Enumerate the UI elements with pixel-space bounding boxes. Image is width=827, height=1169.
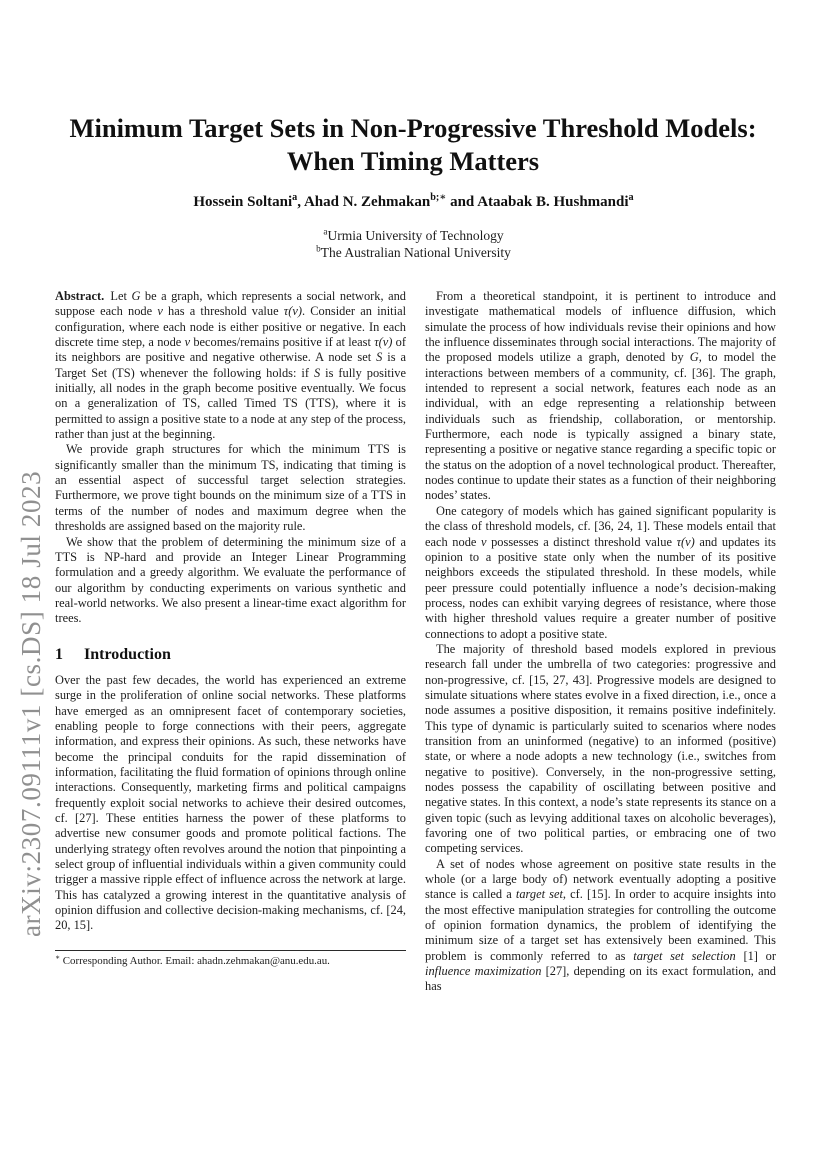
- section-heading-introduction: [55, 647, 406, 662]
- footnote-rule: [55, 950, 406, 951]
- abstract-paragraph-3: We show that the problem of determining the minimum size of a TTS is NP-hard and provide an Integer Linear Programming formulation and a greedy algorithm. We evaluate the performance of our algorithm by conducting experiments on various synthetic and real-world networks. We also present a linear-time exact algorithm for trees.: [55, 534, 406, 626]
- section-title: Introduction: [84, 645, 171, 663]
- arxiv-watermark: arXiv:2307.09111v1 [cs.DS] 18 Jul 2023: [16, 470, 46, 937]
- paper-title: Minimum Target Sets in Non-Progressive Threshold Models: When Timing Matters: [69, 113, 757, 176]
- right-column: [425, 289, 776, 995]
- left-column: [55, 289, 406, 995]
- right-paragraph-2: One category of models which has gained significant popularity is the class of threshold models, cf. [36, 24, 1]. These models entail that each node v possesses a distinct threshold value τ(v) and updates its opinion to a positive state only when the number of its positive neighbors exceeds the stipulated threshold. In these models, while peer pressure could potentially influence a node’s decision-making process, nodes can exhibit varying degrees of resistance, where those with higher threshold values require a greater number of positive connections to adopt a positive state.: [425, 503, 777, 641]
- abstract-paragraph-1: Abstract. Let G be a graph, which represents a social network, and suppose each node v has a threshold value τ(v). Consider an initial configuration, where each node is either positive or negative. In each discrete time step, a node v becomes/remains positive if at least τ(v) of its neighbors are positive and negative otherwise. A node set S is a Target Set (TS) whenever the following holds: if S is fully positive initially, all nodes in the graph become positive eventually. We focus on a generalization of TS, called Timed TS (TTS), where it is permitted to assign a positive state to a node at any step of the process, rather than just at the beginning.: [55, 289, 407, 442]
- right-paragraph-4: A set of nodes whose agreement on positive state results in the whole (or a large body of) network eventually adopting a positive stance is called a target set, cf. [15]. In order to acquire insights into the most effective manipulation strategies for controlling the outcome of opinion formation dynamics, the problem of identifying the minimum size of a target set has extensively been examined. This problem is commonly referred to as target set selection [1] or influence maximization [27], depending on its exact formulation, and has: [425, 856, 776, 994]
- right-paragraph-1: From a theoretical standpoint, it is pertinent to introduce and investigate mathematical models of influence diffusion, which simulate the process of how individuals revise their opinions and how the influence disseminates through social interactions. The majority of the proposed models utilize a graph, denoted by G, to model the interactions between members of a community, cf. [36]. The graph, intended to represent a social network, features each node as an individual, with an edge representing a relationship between individuals such as friendship, collaboration, or mentorship. Furthermore, each node is typically assigned a binary state, representing a positive or negative stance regarding a specific topic or the status on the adoption of a novel technological product. Thereafter, nodes continue to update their states as a function of their neighboring nodes’ states.: [425, 289, 776, 503]
- two-column-body: [55, 289, 776, 995]
- footnote-text: ∗ Corresponding Author. Email: ahadn.zehmakan@anu.edu.au.: [55, 952, 330, 967]
- right-paragraph-3: The majority of threshold based models explored in previous research fall under the umbrella of two categories: progressive and non-progressive, cf. [15, 27, 43]. Progressive models are designed to simulate situations where states evolve in a fixed direction, i.e., once a node assumes a positive disposition, it remains positive indefinitely. This type of dynamic is particularly suited to scenarios where nodes transition from an uninformed (negative) to an informed (positive) state, or where a node adopts a new technology (i.e., switches from negative to positive). Conversely, in the non-progressive setting, nodes possess the capability of oscillating between positive and negative states. In this context, a node’s state represents its stance on a given topic (such as levying additional taxes on alcoholic beverages), favoring one of two political parties, or embracing one of two competing services.: [425, 641, 776, 856]
- author-line: Hossein Soltani$^a$, Ahad N. Zehmakan$^{b;∗}$ and Ataabak B. Hushmandi$^a$: [193, 192, 634, 210]
- footnote: [55, 950, 406, 969]
- abstract-paragraph-2: We provide graph structures for which the minimum TTS is significantly smaller than the minimum TS, indicating that timing is an essential aspect of successful target selection strategies. Furthermore, we prove tight bounds on the minimum size of a TTS in terms of the number of nodes and maximum degree when the thresholds are assigned based on the majority rule.: [55, 442, 406, 534]
- affiliation-anu: $^b$The Australian National University: [316, 243, 511, 260]
- intro-paragraph-1: Over the past few decades, the world has experienced an extreme surge in the proliferation of online social networks. These platforms have emerged as an omnipresent facet of contemporary societies, enabling people to forge connections with their peers, aggregate information, and express their opinions. As such, these networks have become the principal conduits for the rapid dissemination of information, facilitating the fluid formation of opinions through online interactions. Consequently, marketing firms and political campaigns frequently exploit social networks to achieve their desired outcomes, cf. [27]. These entities harness the power of these platforms to advertise new consumer goods and promote political factions. The underlying strategy often revolves around the notion that pinpointing a select group of influential individuals within a given community could trigger a massive ripple effect of influence across the network at large. This has catalyzed a growing interest in the quantitative analysis of opinion diffusion and collective decision-making mechanisms, cf. [24, 20, 15].: [55, 672, 406, 933]
- affiliations: [0, 227, 827, 261]
- affiliation-urmia: $^a$Urmia University of Technology: [323, 226, 504, 243]
- section-number: 1: [55, 645, 63, 663]
